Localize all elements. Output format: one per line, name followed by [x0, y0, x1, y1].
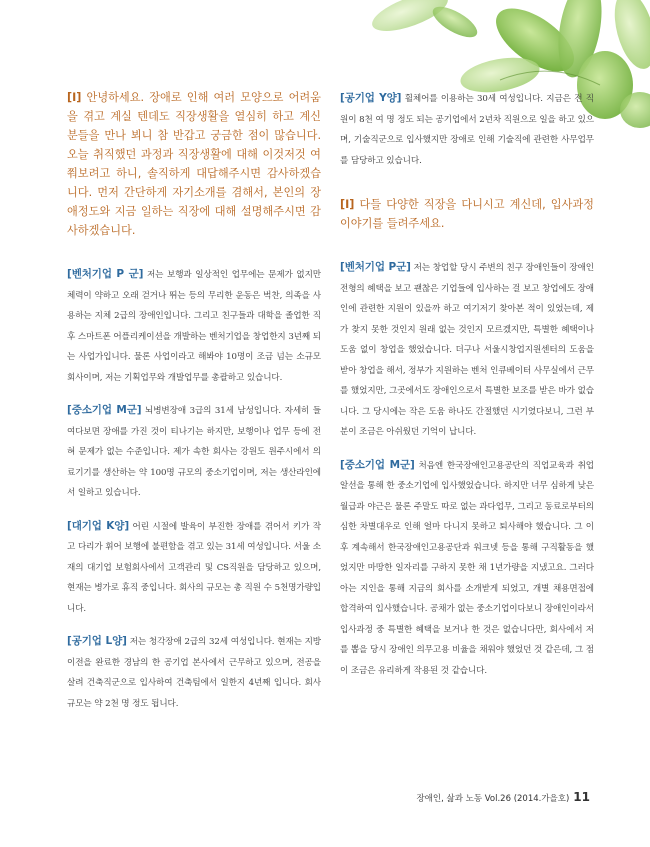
- question-1-tag: [I]: [67, 91, 82, 104]
- answer-text: 어린 시절에 발육이 부진한 장애를 겪어서 키가 작고 다리가 휘어 보행에 불편함을 겪고 있는 31세 여성입니다. 서울 소재의 대기업 보험회사에서 고객관리 및 CS직원을 담당하고 있으며, 현재는 병가로 휴직 중입니다. 회사의 규모는 총 직원 수 5천명가량입니다.: [67, 521, 321, 614]
- page-footer: [416, 790, 590, 804]
- speaker-label: [공기업 L양]: [67, 635, 127, 647]
- question-1: [67, 88, 321, 240]
- answer-paragraph: [340, 257, 594, 443]
- speaker-label: [벤처기업 P 군]: [67, 268, 144, 280]
- answer-text: 저는 창업할 당시 주변의 친구 장애인들이 장애인 전형의 혜택을 보고 괜찮은 기업들에 입사하는 걸 보고 창업에도 장애인에 관련한 지원이 있을까 하고 여기저기 찾아본 적이 있었는데, 제가 찾지 못한 것인지 원래 없는 것인지 모르겠지만, 특별한 혜택이나 도움 없이 창업을 했었습니다. 더구나 서울시창업지원센터의 도움을 받아 창업을 해서, 정부가 지원하는 벤처 인큐베이터 사무실에서 근무를 했었지만, 그곳에서도 장애인으로서 특별한 보조를 받은 바가 없습니다. 그 당시에는 작은 도움 하나도 간절했던 시기였다보니, 그런 부분이 조금은 아쉬웠던 기억이 납니다.: [340, 263, 594, 437]
- answer-paragraph: [67, 264, 321, 388]
- speaker-label: [공기업 Y양]: [340, 92, 402, 104]
- page-number: 11: [573, 790, 590, 804]
- answer-paragraph: [340, 455, 594, 682]
- speaker-label: [중소기업 M군]: [340, 458, 415, 471]
- answer-text: 뇌병변장애 3급의 31세 남성입니다. 자세히 들여다보면 장애를 가진 것이 티나기는 하지만, 보행이나 업무 등에 전혀 문제가 없는 수준입니다. 제가 속한 회사는 강원도 원주시에서 의료기기를 생산하는 약 100명 규모의 중소기업이며, 저는 생산라인에서 일하고 있습니다.: [67, 406, 321, 498]
- left-column: [67, 88, 321, 714]
- speaker-label: [대기업 K양]: [67, 519, 130, 532]
- publication-title: 장애인, 삶과 노동 Vol.26 (2014.가을호): [416, 794, 570, 804]
- speaker-label: [중소기업 M군]: [67, 404, 142, 416]
- answer-text: 휠체어를 이용하는 30세 여성입니다. 지금은 전 직원이 8천 여 명 정도 되는 공기업에서 2년차 직원으로 일을 하고 있으며, 기술직군으로 입사했지만 장애로 인해 기술직에 관련한 사무업무를 담당하고 있습니다.: [340, 94, 594, 166]
- question-1-text: 안녕하세요. 장애로 인해 여러 모양으로 어려움을 겪고 계실 텐데도 직장생활을 열심히 하고 계신 분들을 만나 뵈니 참 반갑고 궁금한 점이 많습니다. 오늘 취직했던 과정과 직장생활에 대해 이것저것 여쭤보려고 하니, 솔직하게 대답해주시면 감사하겠습니다. 먼저 간단하게 자기소개를 겸해서, 본인의 장애정도와 지금 일하는 직장에 대해 설명해주시면 감사하겠습니다.: [67, 91, 321, 237]
- answer-paragraph: [67, 516, 321, 620]
- answer-text: 저는 보행과 일상적인 업무에는 문제가 없지만 체력이 약하고 오래 걷거나 뛰는 등의 무리한 운동은 벅찬, 의족을 사용하는 지체 2급의 장애인입니다. 그리고 친구들과 대학을 졸업한 직 후 스마트폰 어플리케이션을 개발하는 벤처기업을 창업한지 3년째 되는 사업가입니다. 물론 사업이라고 해봐야 10명이 조금 넘는 소규모 회사이며, 저는 기획업무와 개발업무를 총괄하고 있습니다.: [67, 270, 321, 383]
- speaker-label: [벤처기업 P군]: [340, 261, 411, 273]
- answer-text: 처음엔 한국장애인고용공단의 직업교육과 취업알선을 통해 한 중소기업에 입사했었습니다. 하지만 너무 심하게 낮은 월급과 야근은 물론 주말도 따로 없는 과다업무, 그리고 동료로부터의 심한 차별대우로 인해 얼마 다니지 못하고 퇴사해야 했습니다. 그 이후 계속해서 한국장애인고용공단과 워크넷 등을 통해 구직활동을 했었지만 마땅한 일자리를 구하지 못한 채 1년가량을 지냈고요. 그러다 아는 지인을 통해 지금의 회사를 소개받게 되었고, 개별 채용면접에 합격하여 입사했습니다. 공채가 없는 중소기업이다보니 장애인이라서 입사과정 중 특별한 혜택을 보거나 한 것은 없습니다만, 회사에서 저를 뽑을 당시 장애인 의무고용 비율을 채워야 했었던 것 같은데, 그 점이 조금은 유리하게 작용된 것 같습니다.: [340, 460, 594, 676]
- question-2-text: 다들 다양한 직장을 다니시고 계신데, 입사과정 이야기를 들려주세요.: [340, 198, 594, 230]
- question-2: [340, 195, 594, 233]
- answer-paragraph: [67, 400, 321, 504]
- right-column: [340, 88, 594, 681]
- answer-paragraph: [340, 88, 594, 171]
- answer-paragraph: [67, 631, 321, 714]
- question-2-tag: [I]: [340, 198, 355, 211]
- answer-text: 저는 청각장애 2급의 32세 여성입니다. 현재는 지방이전을 완료한 경남의 한 공기업 본사에서 근무하고 있으며, 전공을 살려 건축직군으로 입사하여 건축팀에서 일한지 4년째 입니다. 회사규모는 약 2천 명 정도 됩니다.: [67, 637, 322, 709]
